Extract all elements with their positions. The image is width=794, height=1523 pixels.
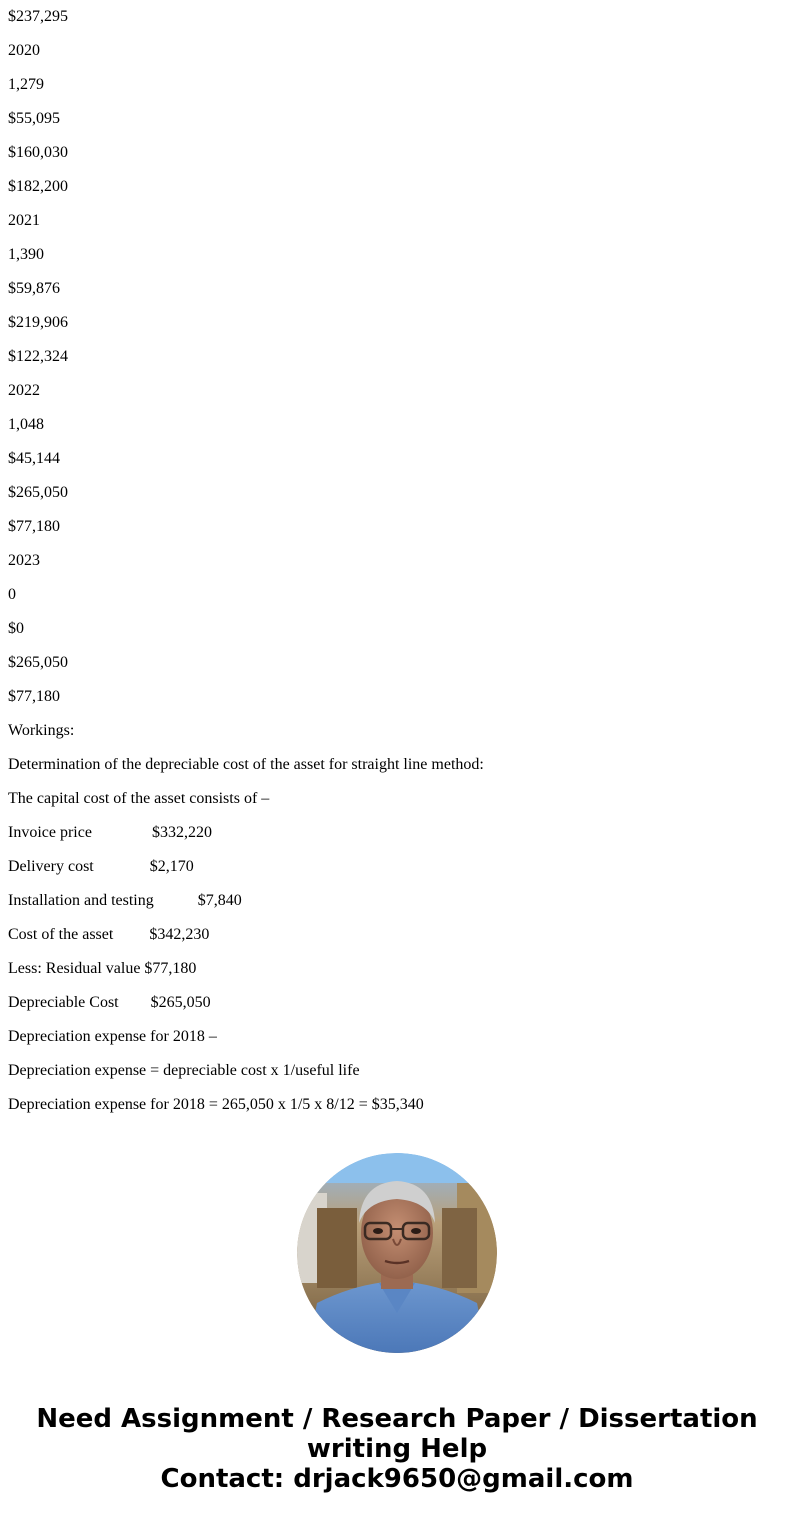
text-line: 2020 — [8, 42, 40, 59]
text-line: $55,095 — [8, 110, 60, 127]
text-line: 2023 — [8, 552, 40, 569]
text-line: 2021 — [8, 212, 40, 229]
cost-line-total: Cost of the asset $342,230 — [8, 926, 210, 943]
cost-line-invoice: Invoice price $332,220 — [8, 824, 212, 841]
cta-headline-continued: writing Help — [306, 1434, 488, 1464]
avatar-photo — [297, 1153, 497, 1353]
text-line: Depreciation expense for 2018 = 265,050 x 1/5 x 8/12 = $35,340 — [8, 1096, 424, 1113]
text-line: 1,048 — [8, 416, 44, 433]
text-line: $237,295 — [8, 8, 68, 25]
cost-line-depreciable: Depreciable Cost $265,050 — [8, 994, 211, 1011]
document-body — [8, 0, 786, 1122]
text-line: Depreciation expense = depreciable cost x 1/useful life — [8, 1062, 360, 1079]
text-line: $219,906 — [8, 314, 68, 331]
text-line: $265,050 — [8, 654, 68, 671]
text-line: 2022 — [8, 382, 40, 399]
text-line: 0 — [8, 586, 16, 603]
contact-banner — [0, 1404, 794, 1494]
text-line: $0 — [8, 620, 24, 637]
text-line: $59,876 — [8, 280, 60, 297]
text-line: Depreciation expense for 2018 – — [8, 1028, 217, 1045]
cta-contact-email[interactable]: Contact: drjack9650@gmail.com — [160, 1464, 634, 1494]
cost-line-installation: Installation and testing $7,840 — [8, 892, 242, 909]
text-line: $122,324 — [8, 348, 68, 365]
workings-heading: Workings: — [8, 722, 75, 739]
text-line: 1,279 — [8, 76, 44, 93]
text-line: 1,390 — [8, 246, 44, 263]
text-line: $160,030 — [8, 144, 68, 161]
text-line: $77,180 — [8, 518, 60, 535]
text-line: $265,050 — [8, 484, 68, 501]
text-line: $45,144 — [8, 450, 60, 467]
text-line: $77,180 — [8, 688, 60, 705]
cta-headline: Need Assignment / Research Paper / Dissertation — [36, 1404, 758, 1434]
author-avatar — [297, 1153, 497, 1353]
cost-line-residual: Less: Residual value $77,180 — [8, 960, 197, 977]
text-line: $182,200 — [8, 178, 68, 195]
text-line: Determination of the depreciable cost of the asset for straight line method: — [8, 756, 484, 773]
text-line: The capital cost of the asset consists of – — [8, 790, 270, 807]
cost-line-delivery: Delivery cost $2,170 — [8, 858, 194, 875]
